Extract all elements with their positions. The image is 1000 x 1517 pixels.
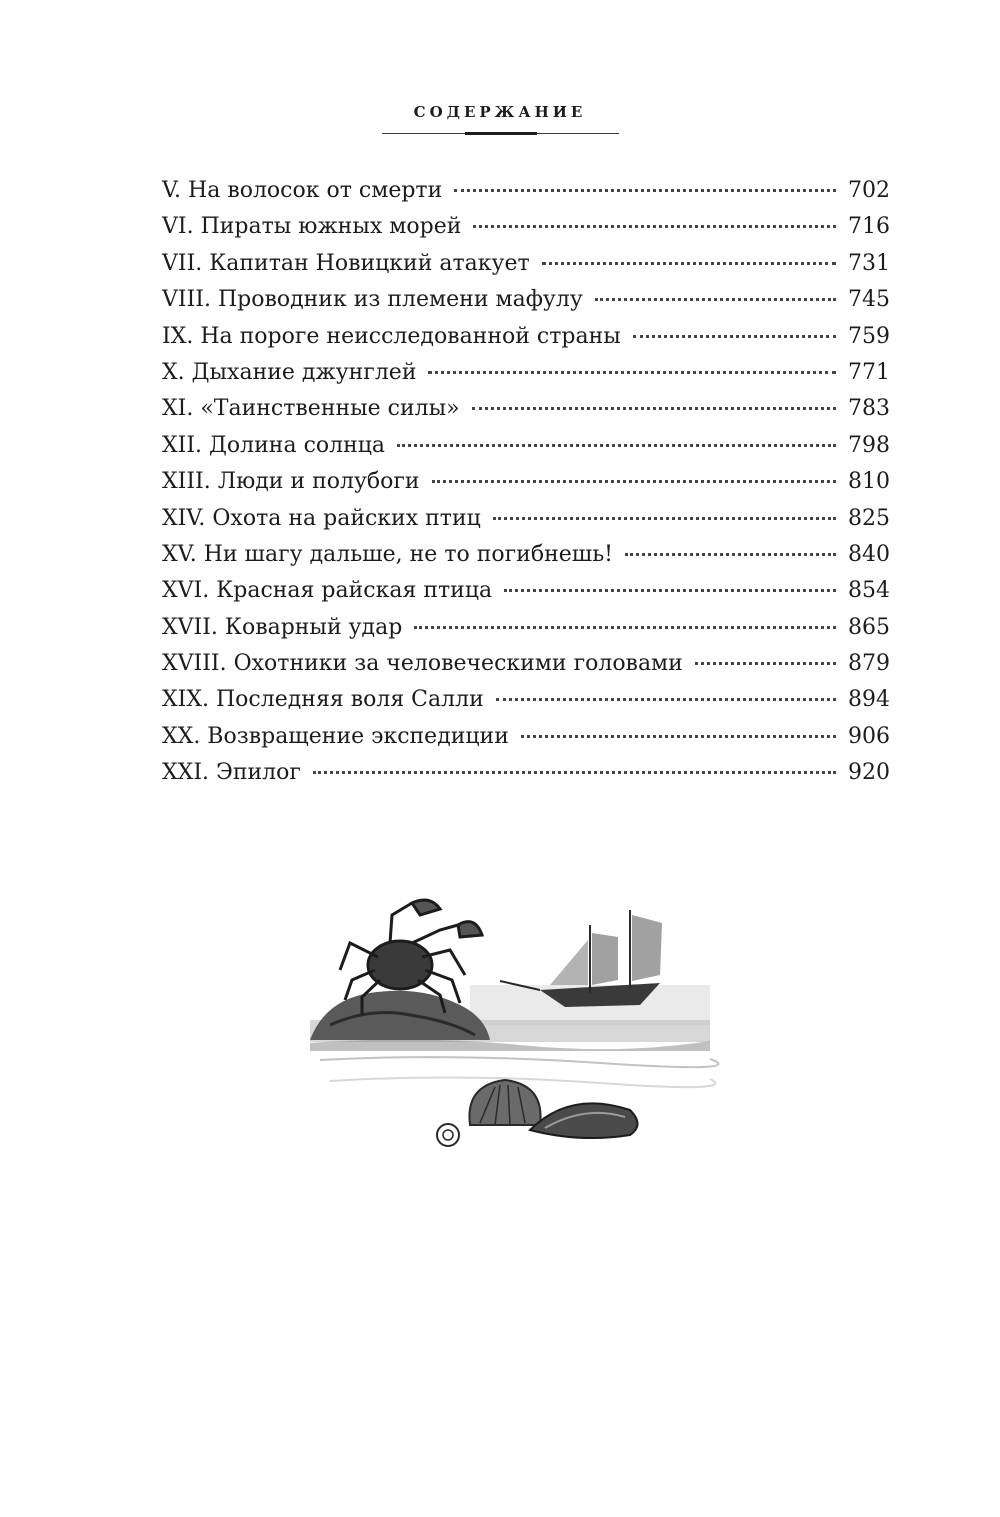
toc-leader-dots — [521, 734, 836, 738]
toc-leader-dots — [397, 443, 836, 447]
toc-entry[interactable] — [162, 246, 890, 282]
toc-entry-page: 716 — [848, 214, 890, 240]
toc-entry[interactable] — [162, 537, 890, 573]
toc-entry-title: XIV. Охота на райских птиц — [162, 505, 481, 531]
toc-entry-page: 879 — [848, 651, 890, 677]
toc-leader-dots — [432, 479, 836, 483]
toc-entry-page: 920 — [848, 760, 890, 786]
toc-entry[interactable] — [162, 391, 890, 427]
toc-leader-dots — [695, 661, 836, 665]
toc-entry-page: 906 — [848, 723, 890, 749]
toc-entry-page: 745 — [848, 287, 890, 313]
toc-entry-page: 825 — [848, 505, 890, 531]
toc-leader-dots — [493, 516, 836, 520]
toc-entry[interactable] — [162, 719, 890, 755]
toc-entry[interactable] — [162, 682, 890, 718]
toc-leader-dots — [472, 406, 836, 410]
toc-entry-title: XI. «Таинственные силы» — [162, 396, 460, 422]
toc-leader-dots — [313, 770, 836, 774]
toc-entry-title: VI. Пираты южных морей — [162, 214, 462, 240]
toc-leader-dots — [454, 188, 836, 192]
toc-entry-title: XVI. Красная райская птица — [162, 578, 493, 604]
toc-entry-page: 854 — [848, 578, 890, 604]
toc-entry[interactable] — [162, 209, 890, 245]
toc-leader-dots — [542, 261, 836, 265]
toc-entry[interactable] — [162, 355, 890, 391]
toc-entry-title: XX. Возвращение экспедиции — [162, 723, 509, 749]
toc-leader-dots — [504, 588, 836, 592]
toc-entry-title: XII. Долина солнца — [162, 432, 386, 458]
toc-entry-title: VII. Капитан Новицкий атакует — [162, 250, 530, 276]
toc-entry[interactable] — [162, 755, 890, 791]
toc-entry[interactable] — [162, 464, 890, 500]
toc-entry[interactable] — [162, 610, 890, 646]
toc-entry-page: 810 — [848, 469, 890, 495]
toc-entry-title: X. Дыхание джунглей — [162, 359, 417, 385]
table-of-contents — [162, 173, 890, 792]
toc-entry[interactable] — [162, 428, 890, 464]
toc-entry[interactable] — [162, 573, 890, 609]
toc-leader-dots — [473, 224, 836, 228]
rock-icon — [310, 991, 490, 1040]
toc-entry-page: 771 — [848, 359, 890, 385]
toc-leader-dots — [414, 625, 836, 629]
toc-entry-page: 702 — [848, 178, 890, 203]
toc-entry-title: XVII. Коварный удар — [162, 614, 403, 640]
toc-entry[interactable] — [162, 501, 890, 537]
toc-entry-title: XXI. Эпилог — [162, 760, 301, 786]
toc-entry-title: XV. Ни шагу дальше, не то погибнешь! — [162, 541, 614, 567]
toc-leader-dots — [428, 370, 836, 374]
snail-shell-icon — [437, 1124, 459, 1146]
toc-entry-title: IX. На пороге неисследованной страны — [162, 323, 621, 349]
toc-entry-title: XVIII. Охотники за человеческими головами — [162, 651, 683, 677]
page-title: СОДЕРЖАНИЕ — [413, 103, 587, 121]
toc-entry[interactable] — [162, 282, 890, 318]
toc-leader-dots — [625, 552, 836, 556]
title-rule — [382, 133, 619, 134]
toc-entry-page: 783 — [848, 396, 890, 422]
toc-entry[interactable] — [162, 646, 890, 682]
toc-entry[interactable] — [162, 319, 890, 355]
clam-shell-icon — [530, 1103, 638, 1138]
toc-entry-page: 731 — [848, 250, 890, 276]
scallop-shell-icon — [469, 1080, 540, 1125]
seaside-illustration — [300, 885, 720, 1165]
toc-entry-title: XIX. Последняя воля Салли — [162, 687, 484, 713]
toc-leader-dots — [633, 334, 836, 338]
toc-entry-title: VIII. Проводник из племени мафулу — [162, 287, 583, 313]
toc-entry-title: V. На волосок от смерти — [162, 178, 443, 203]
page-header — [0, 103, 1000, 134]
toc-entry-page: 865 — [848, 614, 890, 640]
toc-leader-dots — [595, 297, 836, 301]
toc-entry-title: XIII. Люди и полубоги — [162, 469, 420, 495]
toc-entry-page: 798 — [848, 432, 890, 458]
toc-entry-page: 894 — [848, 687, 890, 713]
toc-entry-page: 759 — [848, 323, 890, 349]
toc-entry-page: 840 — [848, 541, 890, 567]
toc-leader-dots — [496, 697, 836, 701]
toc-entry[interactable] — [162, 173, 890, 209]
